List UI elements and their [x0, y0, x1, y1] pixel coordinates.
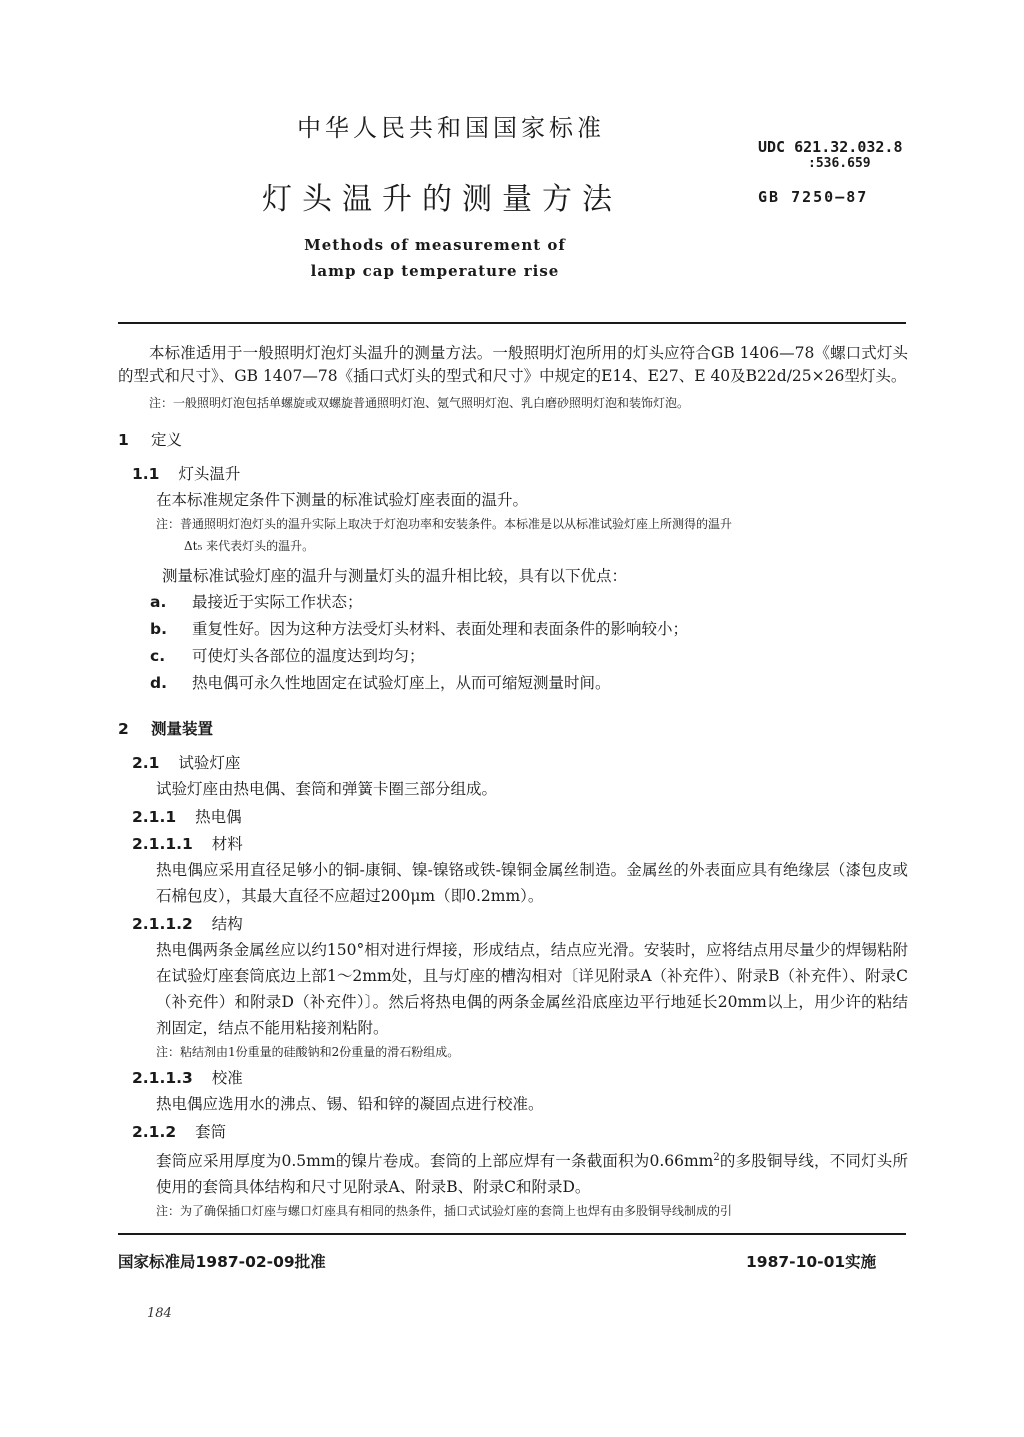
- clause-title: 试验灯座: [178, 754, 241, 772]
- clause-2-1-1-2-text: 热电偶两条金属丝应以约150°相对进行焊接，形成结点，结点应光滑。安装时，应将结点用尽量少的焊锡粘附在试验灯座套筒底边上部1～2mm处，且与灯座的槽沟相对〔详见附录A（补充件）、附录B（补充件）、附录C（补充件）和附录D（补充件）〕。然后将热电偶的两条金属丝沿底座边平行地延长20mm以上，用少许的粘结剂固定，结点不能用粘接剂粘附。: [156, 941, 908, 1037]
- standard-name: 中华人民共和国国家标准: [297, 114, 605, 142]
- list-label: d.: [150, 674, 167, 692]
- udc-code-continued: :536.659: [808, 156, 871, 171]
- clause-number: 2.1.1.1: [132, 835, 193, 853]
- superscript: 2: [713, 1152, 720, 1163]
- clause-2-1-1-2-heading: [132, 912, 908, 936]
- clause-2-1-2-heading: [132, 1120, 908, 1144]
- list-text: 可使灯头各部位的温度达到均匀；: [192, 647, 425, 665]
- text-part: 的多股铜导线，不同灯头所使用的套筒具体结构和尺寸见附录A、附录B、附录C和附录D。: [156, 1152, 908, 1197]
- list-text: 最接近于实际工作状态；: [192, 593, 363, 611]
- clause-title: 校准: [211, 1069, 243, 1087]
- list-label: b.: [150, 620, 167, 638]
- intro-note: 注：一般照明灯泡包括单螺旋或双螺旋普通照明灯泡、氪气照明灯泡、乳白磨砂照明灯泡和装饰灯泡。: [149, 396, 690, 410]
- section-2-heading: [118, 717, 908, 739]
- clause-2-1-1-1-heading: [132, 832, 908, 856]
- clause-2-1-1-1-text: 热电偶应采用直径足够小的铜-康铜、镍-镍铬或铁-镍铜金属丝制造。金属丝的外表面应具有绝缘层（漆包皮或石棉包皮），其最大直径不应超过200μm（即0.2mm）。: [156, 861, 908, 905]
- section-1-heading: [118, 428, 908, 450]
- clause-number: 2.1.2: [132, 1123, 177, 1141]
- clause-2-1-2-text: [156, 1145, 908, 1200]
- clause-1-1-note-cont: Δt₅ 来代表灯头的温升。: [184, 539, 315, 553]
- list-item: [150, 589, 908, 616]
- list-item: [150, 616, 908, 643]
- section-title: 定义: [150, 431, 182, 449]
- document-title-cn: 灯头温升的测量方法: [262, 182, 622, 217]
- clause-title: 热电偶: [195, 808, 242, 826]
- clause-2-1-2-note: 注：为了确保插口灯座与螺口灯座具有相同的热条件，插口式试验灯座的套筒上也焊有由多股铜导线制成的引: [156, 1204, 733, 1219]
- clause-2-1-1-3-text: 热电偶应选用水的沸点、锡、铅和锌的凝固点进行校准。: [156, 1095, 544, 1113]
- clause-1-1-text: 在本标准规定条件下测量的标准试验灯座表面的温升。: [156, 491, 529, 509]
- clause-2-1-heading: [132, 751, 908, 775]
- clause-1-1-heading: [132, 462, 908, 486]
- intro-paragraph: 本标准适用于一般照明灯泡灯头温升的测量方法。一般照明灯泡所用的灯头应符合GB 1406—78《螺口式灯头的型式和尺寸》、GB 1407—78《插口式灯头的型式和尺寸》中规定的E14、E27、E 40及B22d/25×26型灯头。: [118, 344, 908, 385]
- approval-date: 国家标准局1987-02-09批准: [118, 1253, 326, 1271]
- header-divider: [118, 322, 906, 324]
- list-text: 热电偶可永久性地固定在试验灯座上，从而可缩短测量时间。: [192, 674, 611, 692]
- footer-divider: [118, 1233, 906, 1235]
- section-title: 测量装置: [150, 720, 213, 738]
- clause-title: 材料: [211, 835, 243, 853]
- list-item: [150, 670, 908, 697]
- clause-2-1-1-2-note: 注：粘结剂由1份重量的硅酸钠和2份重量的滑石粉组成。: [156, 1045, 460, 1059]
- clause-number: 2.1.1.3: [132, 1069, 193, 1087]
- document-body: [118, 342, 908, 1222]
- clause-2-1-text: 试验灯座由热电偶、套筒和弹簧卡圈三部分组成。: [156, 780, 498, 798]
- clause-2-1-1-heading: [132, 805, 908, 829]
- clause-number: 1.1: [132, 465, 160, 483]
- advantages-intro: 测量标准试验灯座的温升与测量灯头的温升相比较，具有以下优点：: [162, 567, 628, 585]
- document-title-en: Methods of measurement of lamp cap temperature rise: [304, 236, 566, 280]
- clause-number: 2.1.1.2: [132, 915, 193, 933]
- clause-title: 套筒: [195, 1123, 227, 1141]
- list-text: 重复性好。因为这种方法受灯头材料、表面处理和表面条件的影响较小；: [192, 620, 689, 638]
- clause-title: 灯头温升: [178, 465, 241, 483]
- list-label: c.: [150, 647, 166, 665]
- section-number: 1: [118, 431, 129, 449]
- list-label: a.: [150, 593, 167, 611]
- clause-number: 2.1: [132, 754, 160, 772]
- clause-title: 结构: [211, 915, 243, 933]
- clause-1-1-note: 注：普通照明灯泡灯头的温升实际上取决于灯泡功率和安装条件。本标准是以从标准试验灯座上所测得的温升: [156, 517, 733, 531]
- implementation-date: 1987-10-01实施: [746, 1253, 877, 1271]
- gb-code: GB 7250—87: [758, 188, 869, 206]
- section-number: 2: [118, 720, 129, 738]
- clause-number: 2.1.1: [132, 808, 177, 826]
- udc-code: UDC 621.32.032.8: [758, 138, 903, 156]
- text-part: 套筒应采用厚度为0.5mm的镍片卷成。套筒的上部应焊有一条截面积为0.66mm: [156, 1152, 714, 1171]
- list-item: [150, 643, 908, 670]
- clause-2-1-1-3-heading: [132, 1066, 908, 1090]
- page-number: 184: [147, 1306, 172, 1321]
